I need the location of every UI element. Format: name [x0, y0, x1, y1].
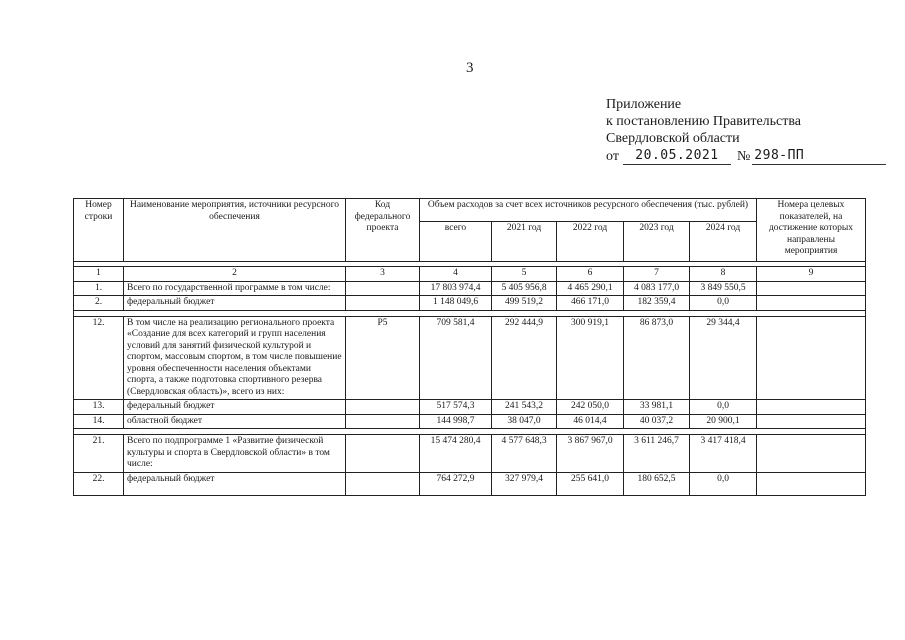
row-code: [346, 435, 420, 473]
header-name: Наименование мероприятия, источники ресурсного обеспечения: [124, 199, 346, 262]
col-number: 2: [124, 267, 346, 282]
row-2021: 241 543,2: [492, 400, 557, 415]
header-2021: 2021 год: [492, 222, 557, 262]
row-2021: 4 577 648,3: [492, 435, 557, 473]
row-num: 1.: [74, 281, 124, 296]
row-2024: 0,0: [690, 472, 757, 495]
appendix-block: [606, 96, 886, 165]
col-number: 1: [74, 267, 124, 282]
row-2023: 40 037,2: [624, 414, 690, 429]
row-code: [346, 414, 420, 429]
resolution-date: 20.05.2021: [623, 147, 731, 165]
appendix-region: Свердловской области: [606, 131, 740, 146]
col-number: 4: [420, 267, 492, 282]
col-number: 3: [346, 267, 420, 282]
row-2021: 327 979,4: [492, 472, 557, 495]
table-row: [74, 296, 866, 311]
header-2024: 2024 год: [690, 222, 757, 262]
column-numbers-row: [74, 267, 866, 282]
table-header-row: [74, 199, 866, 222]
row-2024: 3 849 550,5: [690, 281, 757, 296]
row-name: федеральный бюджет: [124, 400, 346, 415]
col-number: 7: [624, 267, 690, 282]
page-number: 3: [466, 60, 474, 76]
table-row: [74, 472, 866, 495]
row-total: 17 803 974,4: [420, 281, 492, 296]
row-code: [346, 472, 420, 495]
row-num: 13.: [74, 400, 124, 415]
row-2022: 3 867 967,0: [557, 435, 624, 473]
header-row-num: Номер строки: [74, 199, 124, 262]
from-label: от: [606, 149, 619, 164]
row-2021: 292 444,9: [492, 316, 557, 400]
row-2022: 300 919,1: [557, 316, 624, 400]
number-label: №: [736, 149, 751, 164]
row-2021: 5 405 956,8: [492, 281, 557, 296]
row-targets: [757, 400, 866, 415]
row-targets: [757, 281, 866, 296]
col-number: 8: [690, 267, 757, 282]
row-2024: 29 344,4: [690, 316, 757, 400]
expenses-table: [73, 198, 866, 496]
row-total: 709 581,4: [420, 316, 492, 400]
row-targets: [757, 316, 866, 400]
row-name: В том числе на реализацию регионального проекта «Создание для всех категорий и групп населения условий для занятий физической культурой и спортом, массовым спортом, в том числе повышение уровня обеспеченности населения объектами спорта, а также подготовка спортивного резерва (Свердловская область)», всего из них:: [124, 316, 346, 400]
row-code: [346, 281, 420, 296]
row-2023: 33 981,1: [624, 400, 690, 415]
row-total: 517 574,3: [420, 400, 492, 415]
header-total: всего: [420, 222, 492, 262]
row-2022: 4 465 290,1: [557, 281, 624, 296]
row-2021: 38 047,0: [492, 414, 557, 429]
row-num: 2.: [74, 296, 124, 311]
row-code: [346, 400, 420, 415]
appendix-date-line: [606, 147, 886, 165]
row-total: 144 998,7: [420, 414, 492, 429]
resolution-number: 298-ПП: [752, 147, 886, 165]
row-name: федеральный бюджет: [124, 472, 346, 495]
row-total: 1 148 049,6: [420, 296, 492, 311]
col-number: 6: [557, 267, 624, 282]
row-targets: [757, 414, 866, 429]
row-name: Всего по государственной программе в том числе:: [124, 281, 346, 296]
col-number: 9: [757, 267, 866, 282]
row-2024: 3 417 418,4: [690, 435, 757, 473]
row-name: Всего по подпрограмме 1 «Развитие физической культуры и спорта в Свердловской области» в том числе:: [124, 435, 346, 473]
row-2021: 499 519,2: [492, 296, 557, 311]
row-2024: 0,0: [690, 296, 757, 311]
header-2022: 2022 год: [557, 222, 624, 262]
header-targets: Номера целевых показателей, на достижение которых направлены мероприятия: [757, 199, 866, 262]
row-2023: 4 083 177,0: [624, 281, 690, 296]
row-name: областной бюджет: [124, 414, 346, 429]
row-targets: [757, 435, 866, 473]
table-row: [74, 316, 866, 400]
row-2022: 466 171,0: [557, 296, 624, 311]
table-row: [74, 435, 866, 473]
row-code: Р5: [346, 316, 420, 400]
row-2023: 182 359,4: [624, 296, 690, 311]
row-2024: 20 900,1: [690, 414, 757, 429]
row-targets: [757, 296, 866, 311]
table-row: [74, 414, 866, 429]
header-2023: 2023 год: [624, 222, 690, 262]
col-number: 5: [492, 267, 557, 282]
header-code: Код федерального проекта: [346, 199, 420, 262]
table-row: [74, 400, 866, 415]
row-2023: 3 611 246,7: [624, 435, 690, 473]
header-volume: Объем расходов за счет всех источников ресурсного обеспечения (тыс. рублей): [420, 199, 757, 222]
row-name: федеральный бюджет: [124, 296, 346, 311]
row-code: [346, 296, 420, 311]
row-total: 764 272,9: [420, 472, 492, 495]
row-num: 22.: [74, 472, 124, 495]
row-2023: 180 652,5: [624, 472, 690, 495]
row-num: 21.: [74, 435, 124, 473]
row-2024: 0,0: [690, 400, 757, 415]
row-total: 15 474 280,4: [420, 435, 492, 473]
row-num: 14.: [74, 414, 124, 429]
row-2022: 255 641,0: [557, 472, 624, 495]
row-num: 12.: [74, 316, 124, 400]
appendix-resolution: к постановлению Правительства: [606, 114, 802, 129]
row-2023: 86 873,0: [624, 316, 690, 400]
appendix-title: Приложение: [606, 97, 682, 112]
row-targets: [757, 472, 866, 495]
row-2022: 242 050,0: [557, 400, 624, 415]
row-2022: 46 014,4: [557, 414, 624, 429]
table-row: [74, 281, 866, 296]
